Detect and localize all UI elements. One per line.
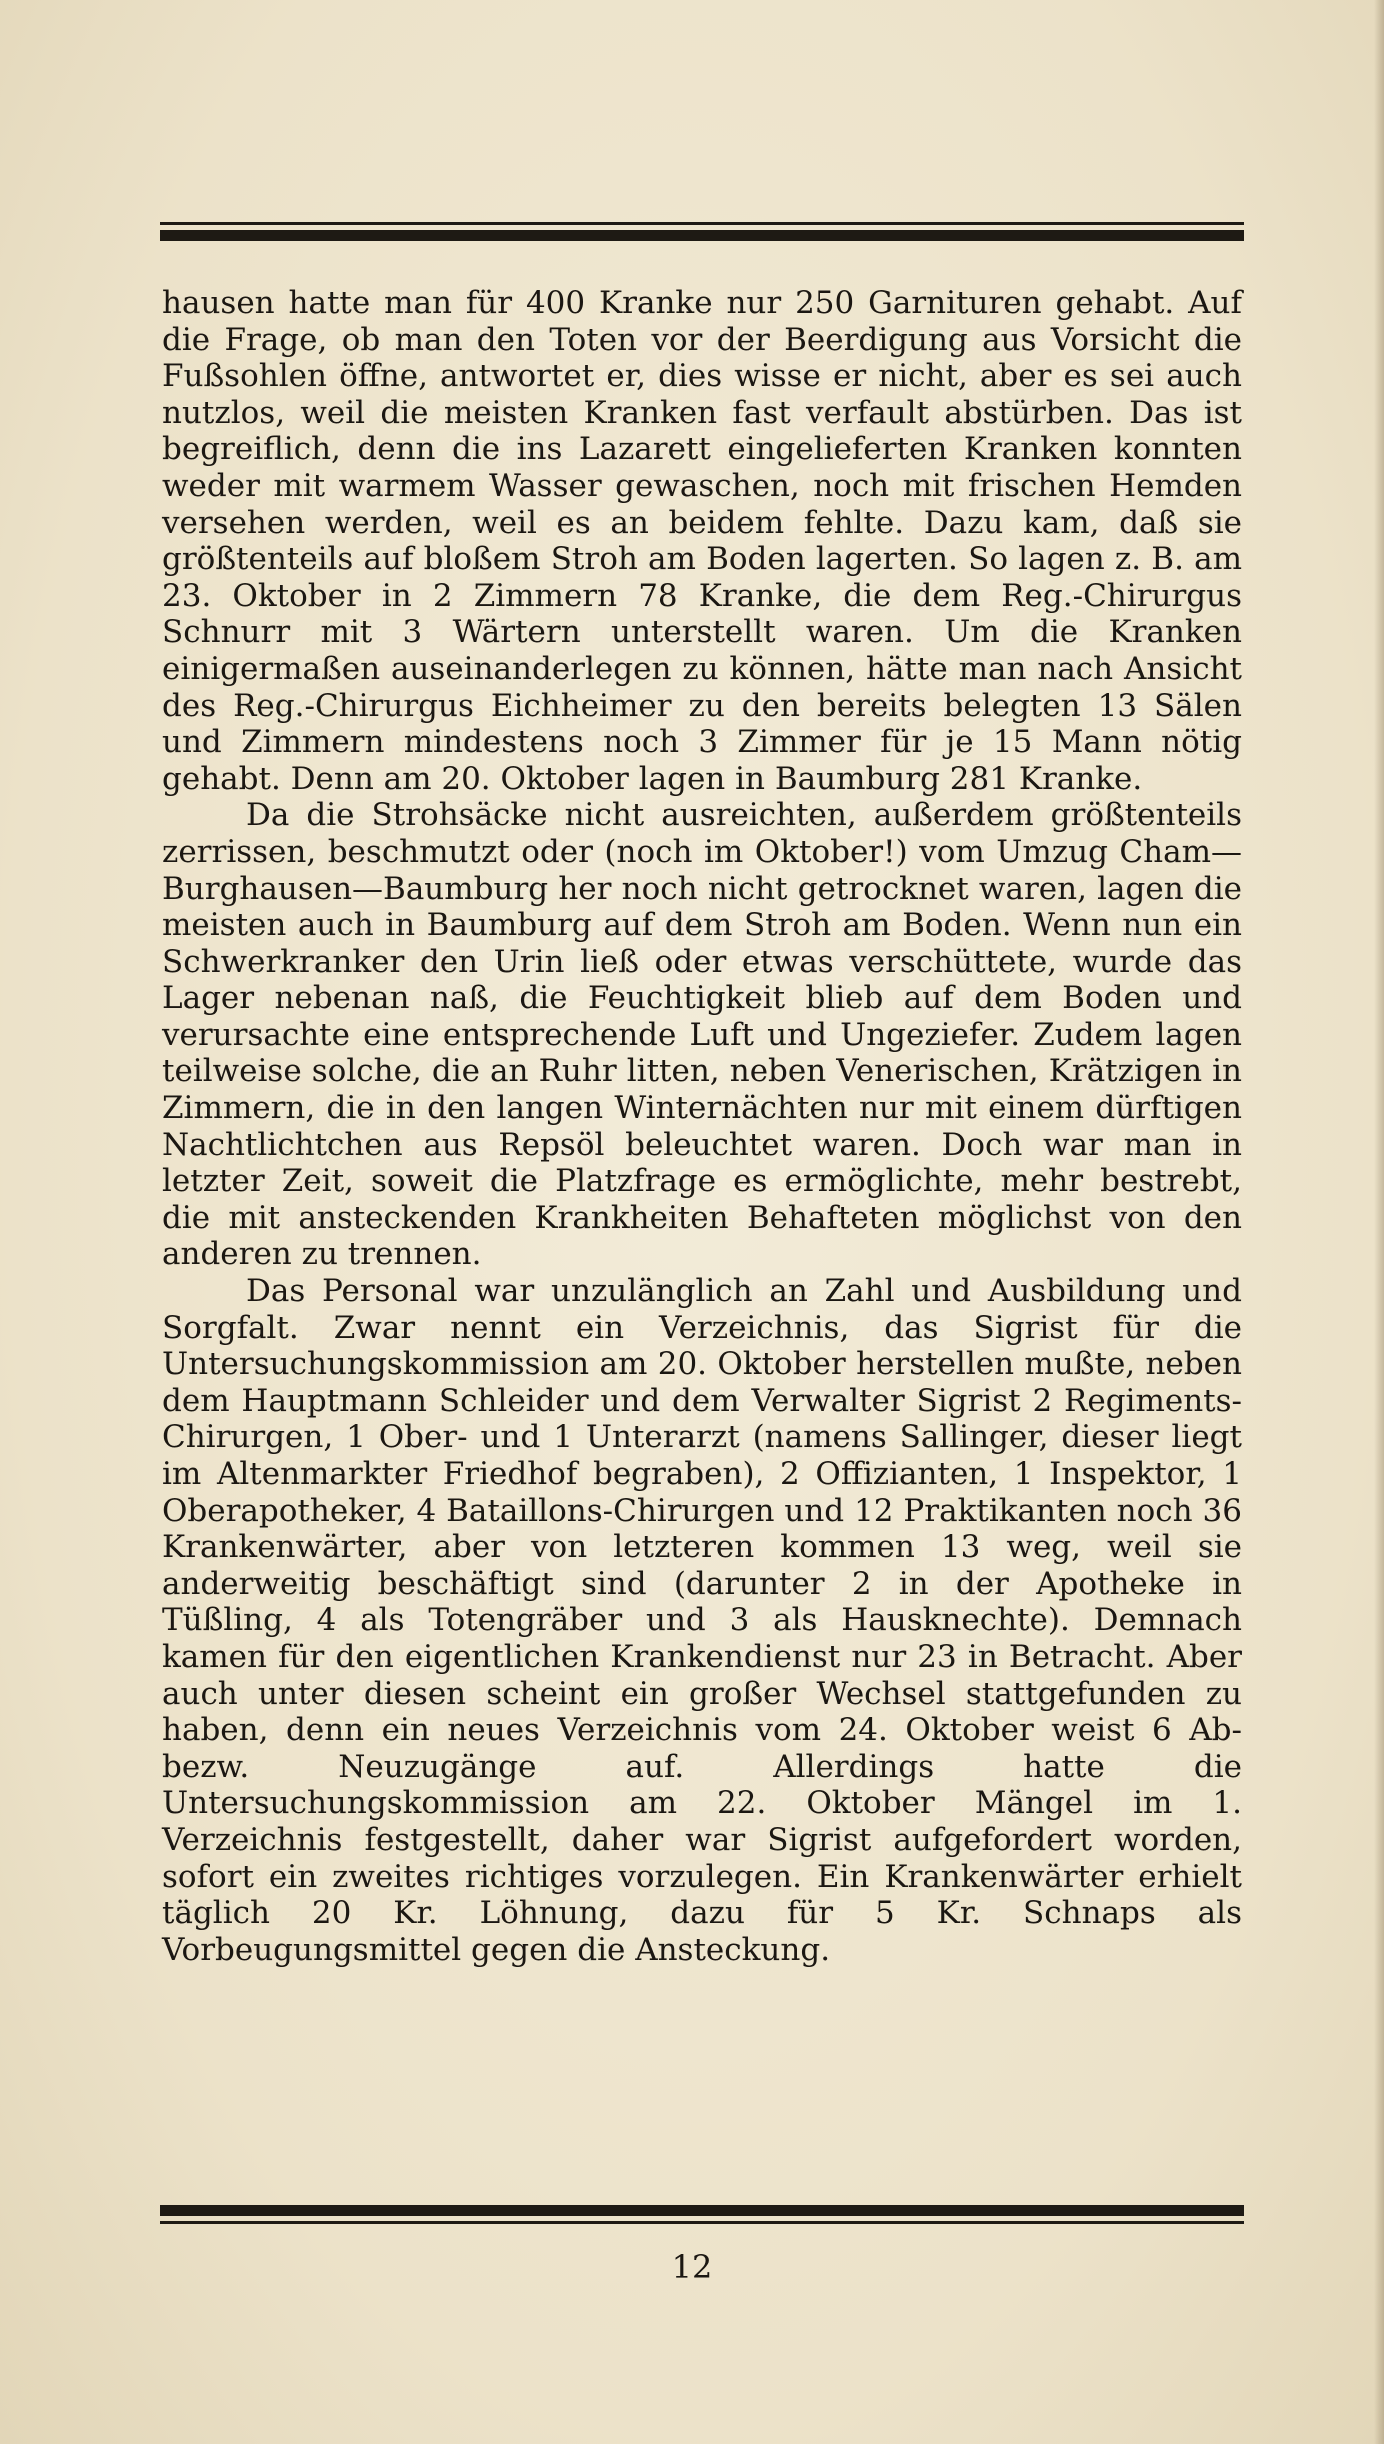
- paragraph-2: Da die Strohsäcke nicht ausreichten, außerdem größtenteils zerrissen, beschmutzt oder (noch im Oktober!) vom Umzug Cham—Burghausen—Baumburg her noch nicht getrocknet waren, lagen die meisten auch in Baumburg auf dem Stroh am Boden. Wenn nun ein Schwerkranker den Urin ließ oder etwas verschüttete, wurde das Lager nebenan naß, die Feuchtigkeit blieb auf dem Boden und verursachte eine entsprechende Luft und Ungeziefer. Zudem lagen teilweise solche, die an Ruhr litten, neben Venerischen, Krätzigen in Zimmern, die in den langen Winternächten nur mit einem dürftigen Nachtlichtchen aus Repsöl beleuchtet waren. Doch war man in letzter Zeit, soweit die Platzfrage es ermöglichte, mehr bestrebt, die mit ansteckenden Krankheiten Behafteten möglichst von den anderen zu trennen.: [162, 797, 1242, 1273]
- paragraph-3: Das Personal war unzulänglich an Zahl und Ausbildung und Sorgfalt. Zwar nennt ein Verzeichnis, das Sigrist für die Untersuchungskommission am 20. Oktober herstellen mußte, neben dem Hauptmann Schleider und dem Verwalter Sigrist 2 Regiments-Chirurgen, 1 Ober- und 1 Unterarzt (namens Sallinger, dieser liegt im Altenmarkter Friedhof begraben), 2 Offizianten, 1 Inspektor, 1 Oberapotheker, 4 Bataillons-Chirurgen und 12 Praktikanten noch 36 Krankenwärter, aber von letzteren kommen 13 weg, weil sie anderweitig beschäftigt sind (darunter 2 in der Apotheke in Tüßling, 4 als Totengräber und 3 als Hausknechte). Demnach kamen für den eigentlichen Krankendienst nur 23 in Betracht. Aber auch unter diesen scheint ein großer Wechsel stattgefunden zu haben, denn ein neues Verzeichnis vom 24. Oktober weist 6 Ab- bezw. Neuzugänge auf. Allerdings hatte die Untersuchungskommission am 22. Oktober Mängel im 1. Verzeichnis festgestellt, daher war Sigrist aufgefordert worden, sofort ein zweites richtiges vorzulegen. Ein Krankenwärter erhielt täglich 20 Kr. Löhnung, dazu für 5 Kr. Schnaps als Vorbeugungsmittel gegen die Ansteckung.: [162, 1273, 1242, 1968]
- top-double-rule: [160, 222, 1244, 241]
- page-number: 12: [671, 2248, 713, 2286]
- page-edge-shadow: [1374, 0, 1384, 2444]
- body-text: [162, 285, 1242, 1968]
- top-rule-thick-line: [160, 230, 1244, 241]
- paragraph-1: hausen hatte man für 400 Kranke nur 250 Garnituren gehabt. Auf die Frage, ob man den Toten vor der Beerdigung aus Vorsicht die Fußsohlen öffne, antwortet er, dies wisse er nicht, aber es sei auch nutzlos, weil die meisten Kranken fast verfault abstürben. Das ist begreiflich, denn die ins Lazarett eingelieferten Kranken konnten weder mit warmem Wasser gewaschen, noch mit frischen Hemden versehen werden, weil es an beidem fehlte. Dazu kam, daß sie größtenteils auf bloßem Stroh am Boden lagerten. So lagen z. B. am 23. Oktober in 2 Zimmern 78 Kranke, die dem Reg.-Chirurgus Schnurr mit 3 Wärtern unterstellt waren. Um die Kranken einigermaßen auseinanderlegen zu können, hätte man nach Ansicht des Reg.-Chirurgus Eichheimer zu den bereits belegten 13 Sälen und Zimmern mindestens noch 3 Zimmer für je 15 Mann nötig gehabt. Denn am 20. Oktober lagen in Baumburg 281 Kranke.: [162, 285, 1242, 797]
- bottom-double-rule: [160, 2205, 1244, 2224]
- bottom-rule-thin-line: [160, 2221, 1244, 2224]
- bottom-rule-thick-line: [160, 2205, 1244, 2216]
